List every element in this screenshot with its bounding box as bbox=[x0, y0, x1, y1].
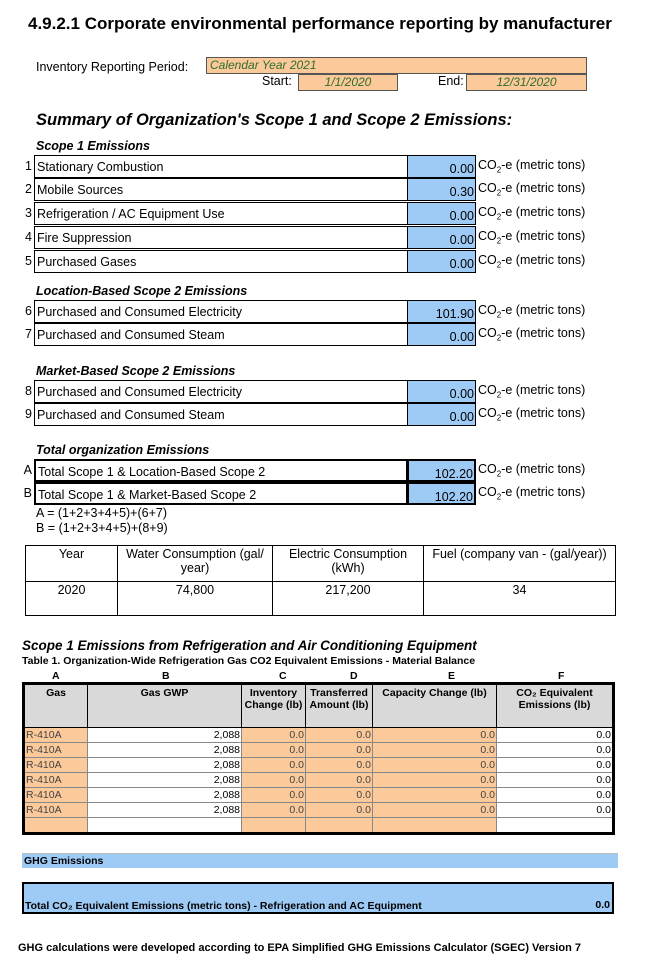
row-unit bbox=[478, 485, 585, 502]
total-co2-value: 0.0 bbox=[595, 899, 610, 911]
row-unit bbox=[478, 205, 585, 222]
table-row bbox=[24, 788, 614, 803]
row-unit bbox=[478, 326, 585, 343]
summary-title: Summary of Organization's Scope 1 and Scope 2 Emissions: bbox=[36, 111, 513, 129]
inventory-period-field[interactable]: Calendar Year 2021 bbox=[206, 57, 587, 74]
row-unit bbox=[478, 462, 585, 479]
unit-subscript: 2 bbox=[496, 236, 502, 246]
row-number: A bbox=[23, 463, 32, 477]
refrig-title: Scope 1 Emissions from Refrigeration and Air Conditioning Equipment bbox=[22, 638, 477, 653]
co2e-cell bbox=[497, 818, 614, 834]
table-row bbox=[24, 758, 614, 773]
consumption-table bbox=[25, 545, 616, 616]
row-value: 102.20 bbox=[407, 482, 476, 505]
inventory-change-cell[interactable]: 0.0 bbox=[242, 803, 306, 818]
unit-co: CO bbox=[478, 229, 497, 243]
row-number: 5 bbox=[25, 254, 32, 268]
co2e-cell: 0.0 bbox=[497, 743, 614, 758]
unit-rest: -e (metric tons) bbox=[501, 253, 586, 267]
unit-subscript: 2 bbox=[496, 260, 502, 270]
transferred-cell[interactable]: 0.0 bbox=[306, 803, 373, 818]
inventory-change-cell[interactable]: 0.0 bbox=[242, 743, 306, 758]
table-row bbox=[24, 728, 614, 743]
gwp-cell: 2,088 bbox=[88, 788, 242, 803]
row-number: 1 bbox=[25, 159, 32, 173]
gas-cell[interactable] bbox=[24, 818, 88, 834]
unit-subscript: 2 bbox=[496, 188, 502, 198]
row-label: Mobile Sources bbox=[34, 178, 408, 201]
mkt2-title: Market-Based Scope 2 Emissions bbox=[36, 364, 236, 378]
row-label: Purchased and Consumed Steam bbox=[34, 323, 408, 346]
col-letter-f: F bbox=[558, 670, 565, 682]
capacity-change-cell[interactable]: 0.0 bbox=[373, 743, 497, 758]
col-letter-a: A bbox=[52, 670, 60, 682]
unit-subscript: 2 bbox=[496, 212, 502, 222]
unit-subscript: 2 bbox=[496, 492, 502, 502]
transferred-cell[interactable]: 0.0 bbox=[306, 758, 373, 773]
transferred-cell[interactable] bbox=[306, 818, 373, 834]
page-title: 4.9.2.1 Corporate environmental performance reporting by manufacturer bbox=[28, 14, 612, 33]
gas-cell[interactable]: R-410A bbox=[24, 758, 88, 773]
gwp-cell: 2,088 bbox=[88, 773, 242, 788]
row-value: 102.20 bbox=[407, 459, 476, 482]
co2e-header: CO₂ Equivalent Emissions (lb) bbox=[497, 684, 614, 728]
gwp-cell: 2,088 bbox=[88, 803, 242, 818]
unit-co: CO bbox=[478, 462, 497, 476]
co2e-cell: 0.0 bbox=[497, 773, 614, 788]
electric-header: Electric Consumption (kWh) bbox=[273, 546, 424, 582]
year-cell: 2020 bbox=[26, 582, 118, 616]
total-co2-label: Total CO₂ Equivalent Emissions (metric tons) - Refrigeration and AC Equipment bbox=[25, 900, 422, 912]
row-unit bbox=[478, 158, 585, 175]
co2e-cell: 0.0 bbox=[497, 788, 614, 803]
footer-note: GHG calculations were developed according to EPA Simplified GHG Emissions Calculator (SGEC) Version 7 bbox=[18, 942, 581, 954]
inventory-change-cell[interactable]: 0.0 bbox=[242, 758, 306, 773]
co2e-cell: 0.0 bbox=[497, 728, 614, 743]
unit-co: CO bbox=[478, 326, 497, 340]
loc2-title: Location-Based Scope 2 Emissions bbox=[36, 284, 248, 298]
transferred-header: Transferred Amount (lb) bbox=[306, 684, 373, 728]
end-date-field[interactable]: 12/31/2020 bbox=[466, 74, 587, 91]
row-label: Purchased and Consumed Steam bbox=[34, 403, 408, 426]
transferred-cell[interactable]: 0.0 bbox=[306, 773, 373, 788]
col-letter-e: E bbox=[448, 670, 456, 682]
unit-rest: -e (metric tons) bbox=[501, 181, 586, 195]
row-number: 2 bbox=[25, 182, 32, 196]
unit-co: CO bbox=[478, 485, 497, 499]
formula-a: A = (1+2+3+4+5)+(6+7) bbox=[36, 506, 168, 520]
unit-rest: -e (metric tons) bbox=[501, 158, 586, 172]
ghg-emissions-bar: GHG Emissions bbox=[22, 854, 618, 868]
table-row bbox=[24, 743, 614, 758]
capacity-change-header: Capacity Change (lb) bbox=[373, 684, 497, 728]
unit-subscript: 2 bbox=[496, 413, 502, 423]
gwp-cell bbox=[88, 818, 242, 834]
water-header: Water Consumption (gal/ year) bbox=[118, 546, 273, 582]
electric-cell: 217,200 bbox=[273, 582, 424, 616]
gas-header: Gas bbox=[24, 684, 88, 728]
fuel-header: Fuel (company van - (gal/year)) bbox=[424, 546, 616, 582]
gwp-header: Gas GWP bbox=[88, 684, 242, 728]
row-label: Refrigeration / AC Equipment Use bbox=[34, 202, 408, 225]
unit-subscript: 2 bbox=[496, 469, 502, 479]
unit-rest: -e (metric tons) bbox=[501, 383, 586, 397]
start-label: Start: bbox=[262, 74, 292, 88]
formula-b: B = (1+2+3+4+5)+(8+9) bbox=[36, 521, 168, 535]
capacity-change-cell[interactable]: 0.0 bbox=[373, 803, 497, 818]
inventory-change-cell[interactable]: 0.0 bbox=[242, 728, 306, 743]
capacity-change-cell[interactable]: 0.0 bbox=[373, 728, 497, 743]
end-label: End: bbox=[438, 74, 464, 88]
row-number: 3 bbox=[25, 206, 32, 220]
unit-co: CO bbox=[478, 181, 497, 195]
unit-subscript: 2 bbox=[496, 310, 502, 320]
gas-cell[interactable]: R-410A bbox=[24, 788, 88, 803]
unit-subscript: 2 bbox=[496, 165, 502, 175]
total-title: Total organization Emissions bbox=[36, 443, 210, 457]
capacity-change-cell[interactable]: 0.0 bbox=[373, 758, 497, 773]
row-value: 0.00 bbox=[407, 202, 476, 225]
row-value: 0.00 bbox=[407, 250, 476, 273]
gas-cell[interactable]: R-410A bbox=[24, 743, 88, 758]
unit-rest: -e (metric tons) bbox=[501, 326, 586, 340]
co2e-cell: 0.0 bbox=[497, 803, 614, 818]
row-unit bbox=[478, 303, 585, 320]
inventory-change-cell[interactable]: 0.0 bbox=[242, 773, 306, 788]
gas-cell[interactable]: R-410A bbox=[24, 803, 88, 818]
unit-co: CO bbox=[478, 205, 497, 219]
col-letter-d: D bbox=[350, 670, 358, 682]
unit-rest: -e (metric tons) bbox=[501, 205, 586, 219]
row-value: 0.00 bbox=[407, 323, 476, 346]
transferred-cell[interactable]: 0.0 bbox=[306, 788, 373, 803]
gas-cell[interactable]: R-410A bbox=[24, 773, 88, 788]
row-number: 7 bbox=[25, 327, 32, 341]
row-label: Total Scope 1 & Location-Based Scope 2 bbox=[34, 459, 408, 482]
capacity-change-cell[interactable]: 0.0 bbox=[373, 773, 497, 788]
col-letter-b: B bbox=[162, 670, 170, 682]
transferred-cell[interactable]: 0.0 bbox=[306, 728, 373, 743]
year-header: Year bbox=[26, 546, 118, 582]
capacity-change-cell[interactable] bbox=[373, 818, 497, 834]
row-number: 9 bbox=[25, 407, 32, 421]
row-number: 6 bbox=[25, 304, 32, 318]
row-value: 0.00 bbox=[407, 403, 476, 426]
row-unit bbox=[478, 253, 585, 270]
row-number: 8 bbox=[25, 384, 32, 398]
row-value: 0.00 bbox=[407, 155, 476, 178]
unit-rest: -e (metric tons) bbox=[501, 485, 586, 499]
row-label: Fire Suppression bbox=[34, 226, 408, 249]
transferred-cell[interactable]: 0.0 bbox=[306, 743, 373, 758]
unit-subscript: 2 bbox=[496, 333, 502, 343]
refrig-subtitle: Table 1. Organization-Wide Refrigeration Gas CO2 Equivalent Emissions - Material Balance bbox=[22, 655, 476, 667]
table-row bbox=[24, 803, 614, 818]
unit-rest: -e (metric tons) bbox=[501, 462, 586, 476]
unit-rest: -e (metric tons) bbox=[501, 406, 586, 420]
inventory-change-cell[interactable] bbox=[242, 818, 306, 834]
row-number: 4 bbox=[25, 230, 32, 244]
gwp-cell: 2,088 bbox=[88, 743, 242, 758]
water-cell: 74,800 bbox=[118, 582, 273, 616]
table-row bbox=[24, 773, 614, 788]
row-label: Total Scope 1 & Market-Based Scope 2 bbox=[34, 482, 408, 505]
gwp-cell: 2,088 bbox=[88, 728, 242, 743]
row-label: Stationary Combustion bbox=[34, 155, 408, 178]
row-unit bbox=[478, 229, 585, 246]
inventory-period-label: Inventory Reporting Period: bbox=[36, 60, 189, 74]
capacity-change-cell[interactable]: 0.0 bbox=[373, 788, 497, 803]
total-co2-box bbox=[22, 882, 614, 914]
unit-co: CO bbox=[478, 158, 497, 172]
gas-cell[interactable]: R-410A bbox=[24, 728, 88, 743]
row-value: 0.30 bbox=[407, 178, 476, 201]
fuel-cell: 34 bbox=[424, 582, 616, 616]
row-unit bbox=[478, 181, 585, 198]
refrigeration-table bbox=[22, 682, 615, 835]
unit-subscript: 2 bbox=[496, 390, 502, 400]
unit-co: CO bbox=[478, 406, 497, 420]
unit-co: CO bbox=[478, 383, 497, 397]
unit-rest: -e (metric tons) bbox=[501, 229, 586, 243]
inventory-change-cell[interactable]: 0.0 bbox=[242, 788, 306, 803]
co2e-cell: 0.0 bbox=[497, 758, 614, 773]
start-date-field[interactable]: 1/1/2020 bbox=[298, 74, 398, 91]
inventory-change-header: Inventory Change (lb) bbox=[242, 684, 306, 728]
row-value: 0.00 bbox=[407, 380, 476, 403]
col-letter-c: C bbox=[279, 670, 287, 682]
gwp-cell: 2,088 bbox=[88, 758, 242, 773]
unit-rest: -e (metric tons) bbox=[501, 303, 586, 317]
row-value: 0.00 bbox=[407, 226, 476, 249]
unit-co: CO bbox=[478, 253, 497, 267]
row-label: Purchased and Consumed Electricity bbox=[34, 380, 408, 403]
scope1-title: Scope 1 Emissions bbox=[36, 139, 150, 153]
row-unit bbox=[478, 406, 585, 423]
unit-co: CO bbox=[478, 303, 497, 317]
row-label: Purchased and Consumed Electricity bbox=[34, 300, 408, 323]
table-row bbox=[24, 818, 614, 834]
row-label: Purchased Gases bbox=[34, 250, 408, 273]
row-value: 101.90 bbox=[407, 300, 476, 323]
row-number: B bbox=[23, 486, 32, 500]
row-unit bbox=[478, 383, 585, 400]
